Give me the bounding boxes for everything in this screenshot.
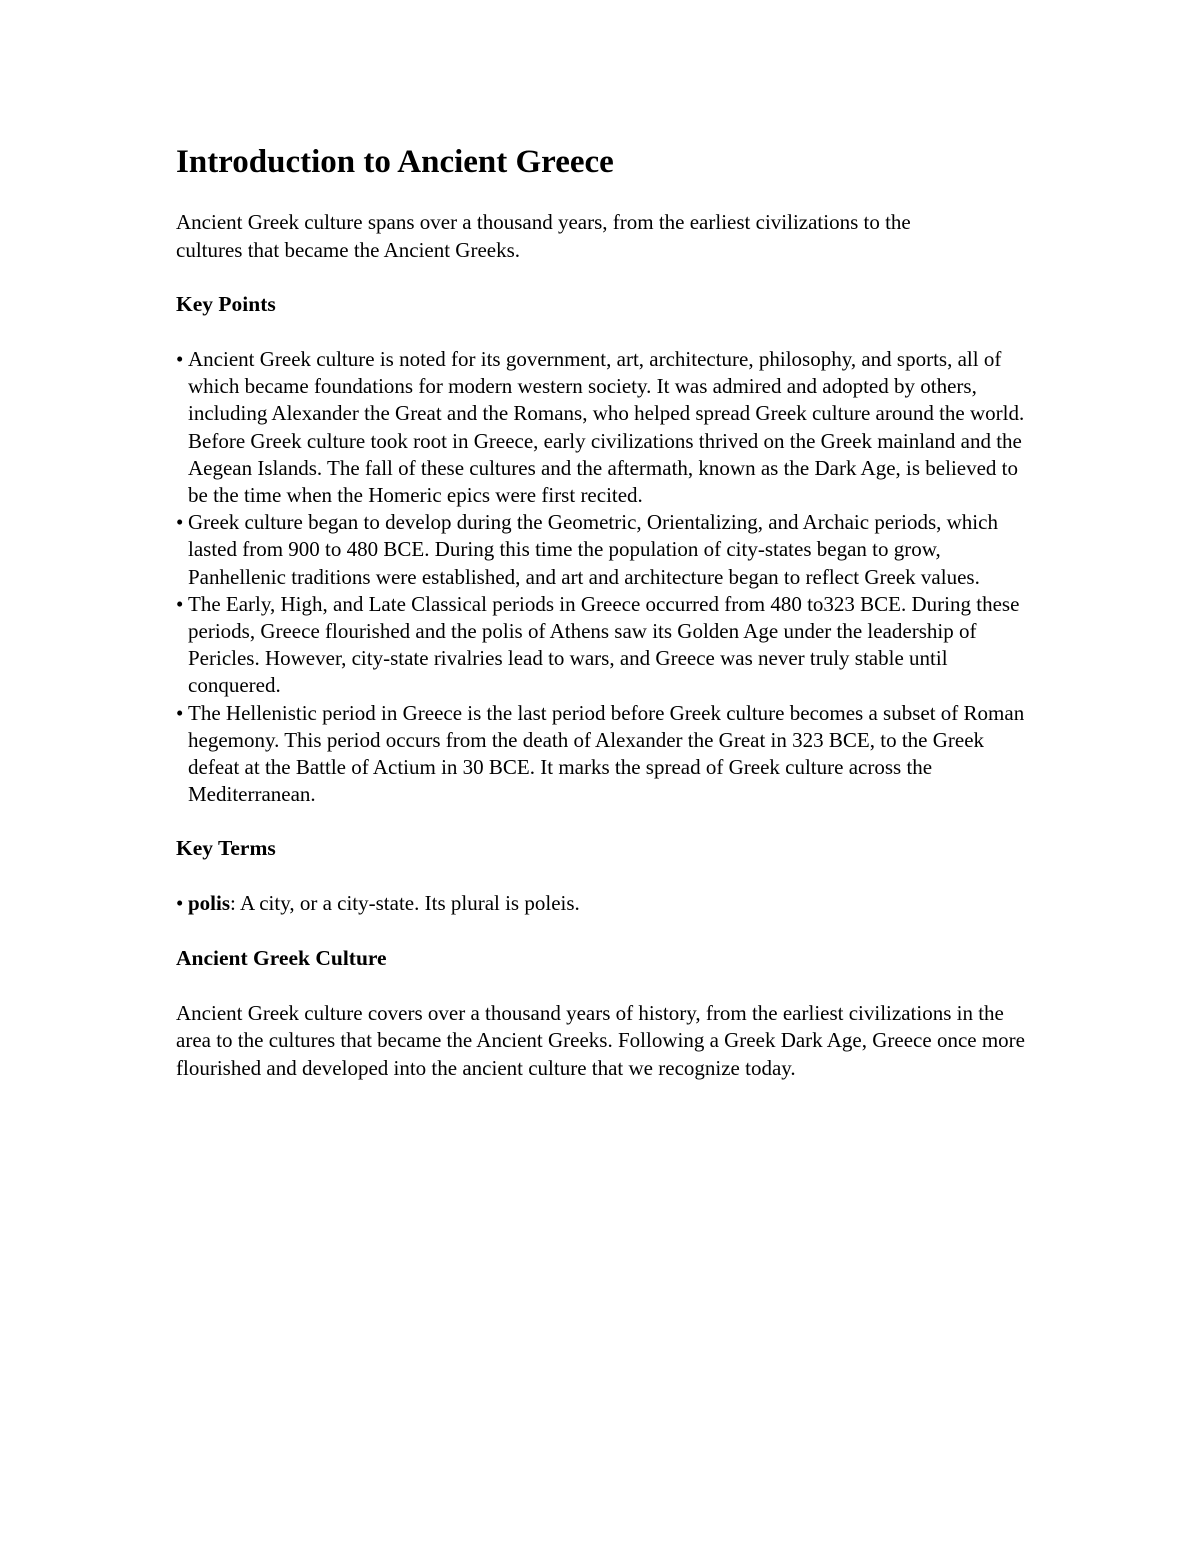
term-definition: : A city, or a city-state. Its plural is poleis.	[230, 891, 580, 916]
key-point-text: Greek culture began to develop during the Geometric, Orientalizing, and Archaic periods, which lasted from 900 to 480 BCE. During this time the population of city-states began to grow, Panhellenic traditions were established, and art and architecture began to reflect Greek values.	[188, 510, 998, 589]
key-point-text: The Hellenistic period in Greece is the last period before Greek culture becomes a subset of Roman hegemony. This period occurs from the death of Alexander the Great in 323 BCE, to the Greek defeat at the Battle of Actium in 30 BCE. It marks the spread of Greek culture across the Mediterranean.	[188, 700, 1025, 807]
term-word: polis	[188, 891, 231, 916]
key-terms-list	[176, 890, 1056, 918]
key-point-text: The Early, High, and Late Classical periods in Greece occurred from 480 to323 BCE. During these periods, Greece flourished and the polis of Athens saw its Golden Age under the leadership of Pericles. However, city-state rivalries lead to wars, and Greece was never truly stable until conquered.	[188, 591, 1020, 698]
list-item	[176, 890, 1056, 918]
key-points-heading: Key Points	[176, 292, 276, 316]
key-points-list	[176, 346, 1026, 808]
page-title: Introduction to Ancient Greece	[176, 144, 614, 180]
bullet-icon: •	[176, 347, 184, 371]
intro-paragraph: Ancient Greek culture spans over a thousand years, from the earliest civilizations to the cultures that became the Ancient Greeks.	[176, 210, 911, 262]
culture-heading: Ancient Greek Culture	[176, 945, 387, 970]
bullet-icon: •	[176, 591, 184, 616]
list-item	[176, 346, 1026, 509]
bullet-icon: •	[176, 510, 184, 535]
bullet-icon: •	[176, 891, 184, 916]
key-terms-heading: Key Terms	[176, 836, 276, 861]
list-item	[176, 591, 1026, 700]
culture-paragraph: Ancient Greek culture covers over a thousand years of history, from the earliest civilizations in the area to the cultures that became the Ancient Greeks. Following a Greek Dark Age, Greece once more flourished and developed into the ancient culture that we recognize today.	[176, 1000, 1025, 1080]
bullet-icon: •	[176, 700, 184, 725]
document-page	[176, 140, 1056, 1082]
list-item	[176, 509, 1026, 591]
list-item	[176, 700, 1026, 809]
key-point-text: Ancient Greek culture is noted for its government, art, architecture, philosophy, and sports, all of which became foundations for modern western society. It was admired and adopted by others, including Alexander the Great and the Romans, who helped spread Greek culture around the world. Before Greek culture took root in Greece, early civilizations thrived on the Greek mainland and the Aegean Islands. The fall of these cultures and the aftermath, known as the Dark Age, is believed to be the time when the Homeric epics were first recited.	[188, 347, 1025, 508]
